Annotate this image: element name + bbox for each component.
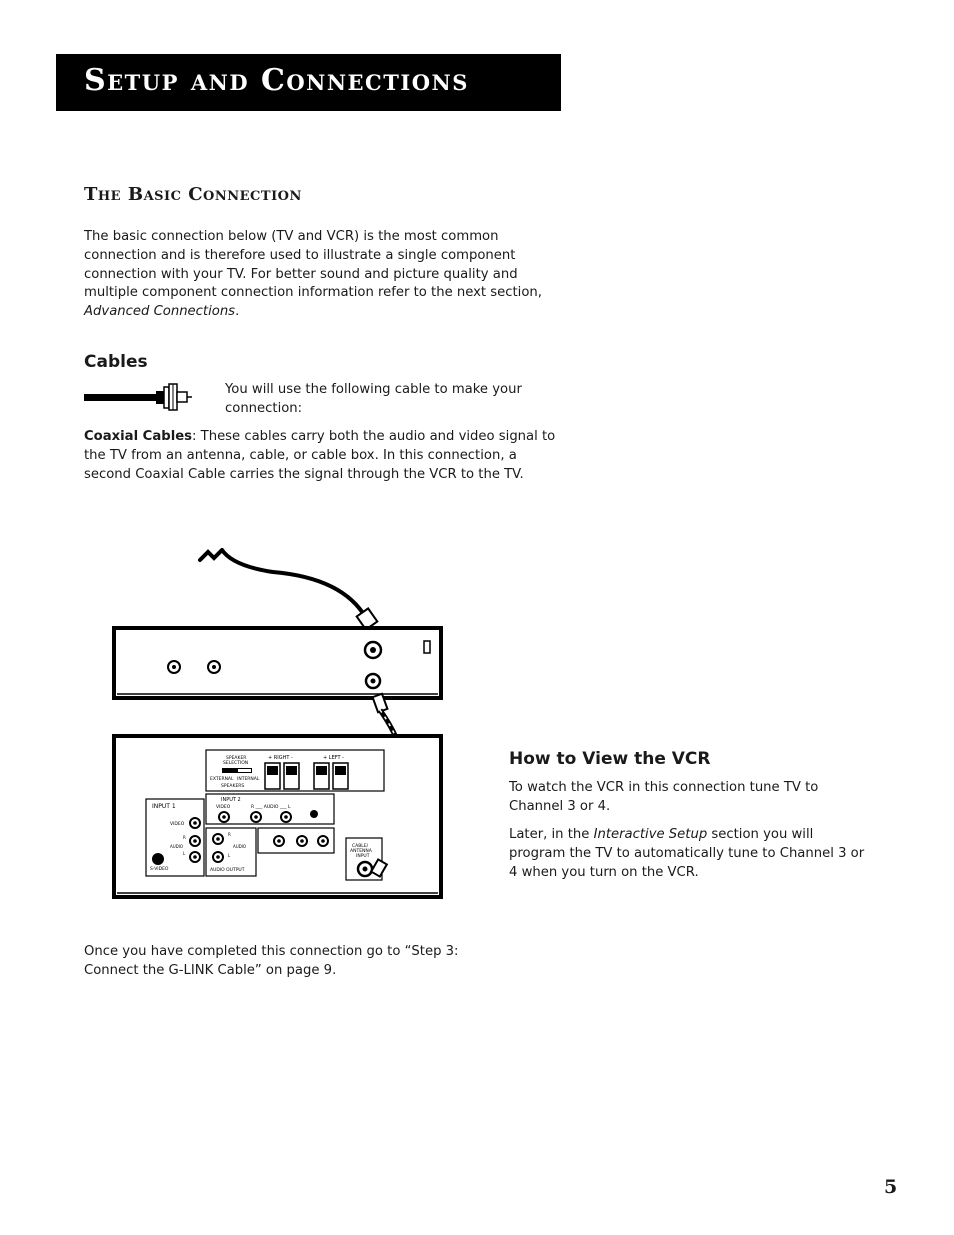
diag-left: + LEFT - xyxy=(323,755,344,761)
intro-italic: Advanced Connections xyxy=(84,304,236,320)
diag-video-1: VIDEO xyxy=(170,822,185,827)
diag-r-2: R xyxy=(228,832,231,837)
closing-paragraph: Once you have completed this connection go to “Step 3: Connect the G-LINK Cable” on page 9. xyxy=(84,944,459,978)
connection-diagram xyxy=(108,548,453,903)
diag-audio-output: AUDIO OUTPUT xyxy=(210,868,245,873)
intro-text: The basic connection below (TV and VCR) is the most common connection and is therefore used to illustrate a single component connection with your TV. For better sound and picture quality and multiple component connection information refer to the next section, xyxy=(84,229,542,301)
coax-text: : These cables carry both the audio and video signal to the TV from an antenna, cable, or cable box. In this connection, a second Coaxial Cable carries the signal through the VCR to the TV. xyxy=(84,429,556,482)
diag-l-1: L xyxy=(183,851,186,856)
vcr-panel xyxy=(114,628,441,698)
view-vcr-paragraph-2 xyxy=(509,826,869,882)
diag-input2: INPUT 2 xyxy=(221,797,241,803)
diag-r-audio-l: R ___ AUDIO ___ L xyxy=(251,805,291,810)
page-number: 5 xyxy=(884,1176,898,1198)
diag-audio-1: AUDIO xyxy=(170,844,184,849)
diag-cable-antenna-2: ANTENNA xyxy=(350,849,372,854)
diag-speaker-selection-2: SELECTION xyxy=(223,761,249,766)
coax-paragraph xyxy=(84,428,564,484)
cables-lead: You will use the following cable to make your connection: xyxy=(225,382,522,416)
title-banner xyxy=(56,54,561,111)
diag-video-2: VIDEO xyxy=(216,805,231,810)
diag-speakers: SPEAKERS xyxy=(221,784,245,789)
view-vcr-p2-pre: Later, in the xyxy=(509,827,594,842)
intro-paragraph xyxy=(84,228,554,322)
diag-audio-2: AUDIO xyxy=(233,844,247,849)
page-title: Setup and Connections xyxy=(84,63,469,98)
cables-heading: Cables xyxy=(84,352,148,372)
diag-internal: INTERNAL xyxy=(237,777,260,782)
coax-label: Coaxial Cables xyxy=(84,429,193,444)
antenna-cable xyxy=(200,550,366,618)
vcr-switch xyxy=(424,641,430,653)
diag-input1: INPUT 1 xyxy=(152,803,176,810)
diag-r-1: R xyxy=(183,835,186,840)
diag-l-2: L xyxy=(228,853,231,858)
view-vcr-heading: How to View the VCR xyxy=(509,749,711,769)
view-vcr-p2-italic: Interactive Setup xyxy=(593,827,708,842)
diag-cable-antenna-1: CABLE/ xyxy=(352,844,369,849)
coaxial-cable-icon xyxy=(84,380,194,414)
diag-s-video: S-VIDEO xyxy=(150,867,169,872)
view-vcr-p2-post: section you will program the TV to automatically tune to Channel 3 or 4 when you turn on the VCR. xyxy=(509,827,865,880)
diag-right: + RIGHT - xyxy=(268,755,293,761)
diag-speaker-selection: SPEAKER xyxy=(226,756,247,761)
intro-end: . xyxy=(235,304,240,320)
section-title: The Basic Connection xyxy=(84,184,302,205)
diag-external: EXTERNAL xyxy=(210,777,234,782)
diag-cable-antenna-3: INPUT xyxy=(356,854,370,859)
view-vcr-paragraph-1: To watch the VCR in this connection tune TV to Channel 3 or 4. xyxy=(509,780,819,814)
